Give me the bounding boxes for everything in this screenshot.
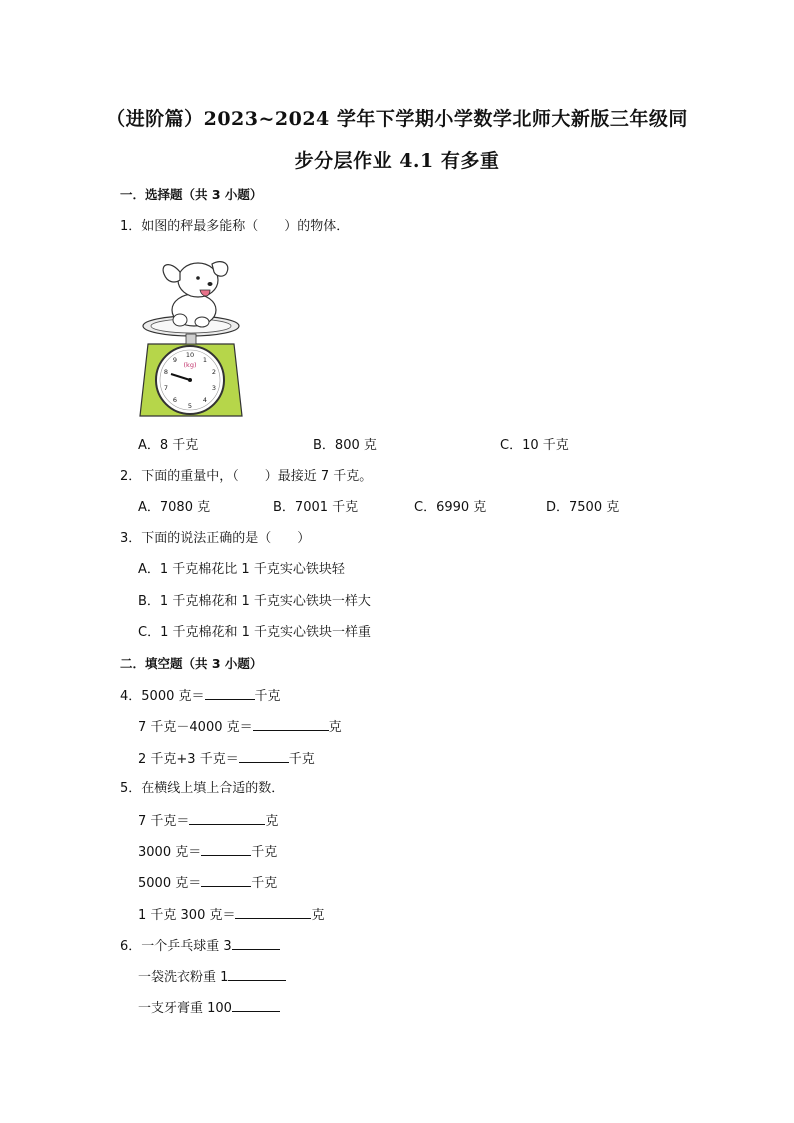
q5-line1-suffix: 克 xyxy=(265,814,279,829)
q5-line3-prefix: 5000 克＝ xyxy=(138,876,202,891)
q4-line3 xyxy=(138,750,315,768)
q2-option-b[interactable]: B．7001 千克 xyxy=(273,500,359,515)
dial-number: 4 xyxy=(202,396,208,404)
q5-line2 xyxy=(138,843,277,861)
q6-line3-prefix: 一支牙膏重 100 xyxy=(138,1001,232,1016)
q1-text: 1．如图的秤最多能称（ ）的物体． xyxy=(120,219,350,234)
dial-number: 8 xyxy=(163,368,169,376)
q5-line4-prefix: 1 千克 300 克＝ xyxy=(138,908,236,923)
q2-option-a[interactable]: A．7080 克 xyxy=(138,500,211,515)
q2-option-d[interactable]: D．7500 克 xyxy=(546,500,620,515)
doc-title-line2: 步分层作业 4.1 有多重 xyxy=(294,150,500,172)
q6-line1-prefix: 6．一个乒乓球重 3 xyxy=(120,939,232,954)
q5-line2-suffix: 千克 xyxy=(251,845,278,860)
q1-option-a[interactable]: A．8 千克 xyxy=(138,438,199,453)
q5-line2-prefix: 3000 克＝ xyxy=(138,845,202,860)
dial-number: 1 xyxy=(202,356,208,364)
answer-blank[interactable] xyxy=(201,874,251,887)
q4-line3-suffix: 千克 xyxy=(288,752,315,767)
q3-option-c[interactable]: C．1 千克棉花和 1 千克实心铁块一样重 xyxy=(138,625,372,640)
q2-option-c[interactable]: C．6990 克 xyxy=(414,500,487,515)
scale-dial xyxy=(156,346,224,414)
dial-number: 9 xyxy=(172,356,178,364)
dial-number: 3 xyxy=(211,384,217,392)
dial-number: 10 xyxy=(185,351,195,359)
answer-blank[interactable] xyxy=(239,750,289,763)
q4-line2-suffix: 克 xyxy=(328,720,342,735)
answer-blank[interactable] xyxy=(205,687,255,700)
q4-line1 xyxy=(120,687,281,705)
q3-option-b[interactable]: B．1 千克棉花和 1 千克实心铁块一样大 xyxy=(138,594,371,609)
dial-number: 7 xyxy=(163,384,169,392)
answer-blank[interactable] xyxy=(228,968,286,981)
dial-number: 5 xyxy=(187,402,193,410)
dial-number: 2 xyxy=(211,368,217,376)
q5-line3-suffix: 千克 xyxy=(251,876,278,891)
q6-line2 xyxy=(138,968,286,986)
q6-line1 xyxy=(120,937,280,955)
q4-line2 xyxy=(138,718,342,736)
q1-option-c[interactable]: C．10 千克 xyxy=(500,438,569,453)
answer-blank[interactable] xyxy=(232,937,280,950)
answer-blank[interactable] xyxy=(201,843,251,856)
q4-line3-prefix: 2 千克+3 千克＝ xyxy=(138,752,239,767)
q4-line2-prefix: 7 千克－4000 克＝ xyxy=(138,720,253,735)
q5-line1-prefix: 7 千克＝ xyxy=(138,814,190,829)
section1-heading: 一．选择题（共 3 小题） xyxy=(120,187,263,202)
q4-line1-suffix: 千克 xyxy=(254,689,281,704)
q5-line4 xyxy=(138,906,325,924)
q6-line3 xyxy=(138,999,280,1017)
q3-option-a[interactable]: A．1 千克棉花比 1 千克实心铁块轻 xyxy=(138,562,345,577)
q3-text: 3．下面的说法正确的是（ ） xyxy=(120,531,311,546)
q6-line2-prefix: 一袋洗衣粉重 1 xyxy=(138,970,229,985)
answer-blank[interactable] xyxy=(232,999,280,1012)
doc-title-line1: （进阶篇）2023~2024 学年下学期小学数学北师大新版三年级同 xyxy=(106,108,688,130)
section2-heading: 二．填空题（共 3 小题） xyxy=(120,656,263,671)
answer-blank[interactable] xyxy=(235,906,311,919)
q1-option-b[interactable]: B．800 克 xyxy=(313,438,377,453)
q5-line1 xyxy=(138,812,278,830)
q5-line3 xyxy=(138,874,277,892)
q5-text: 5．在横线上填上合适的数． xyxy=(120,781,285,796)
q2-text: 2．下面的重量中，（ ）最接近 7 千克。 xyxy=(120,469,373,484)
answer-blank[interactable] xyxy=(253,718,329,731)
answer-blank[interactable] xyxy=(189,812,265,825)
q5-line4-suffix: 克 xyxy=(311,908,325,923)
scale-dog-illustration xyxy=(136,254,246,418)
dial-unit-label: (kg) xyxy=(183,361,197,369)
q4-line1-prefix: 4．5000 克＝ xyxy=(120,689,205,704)
dial-number: 6 xyxy=(172,396,178,404)
